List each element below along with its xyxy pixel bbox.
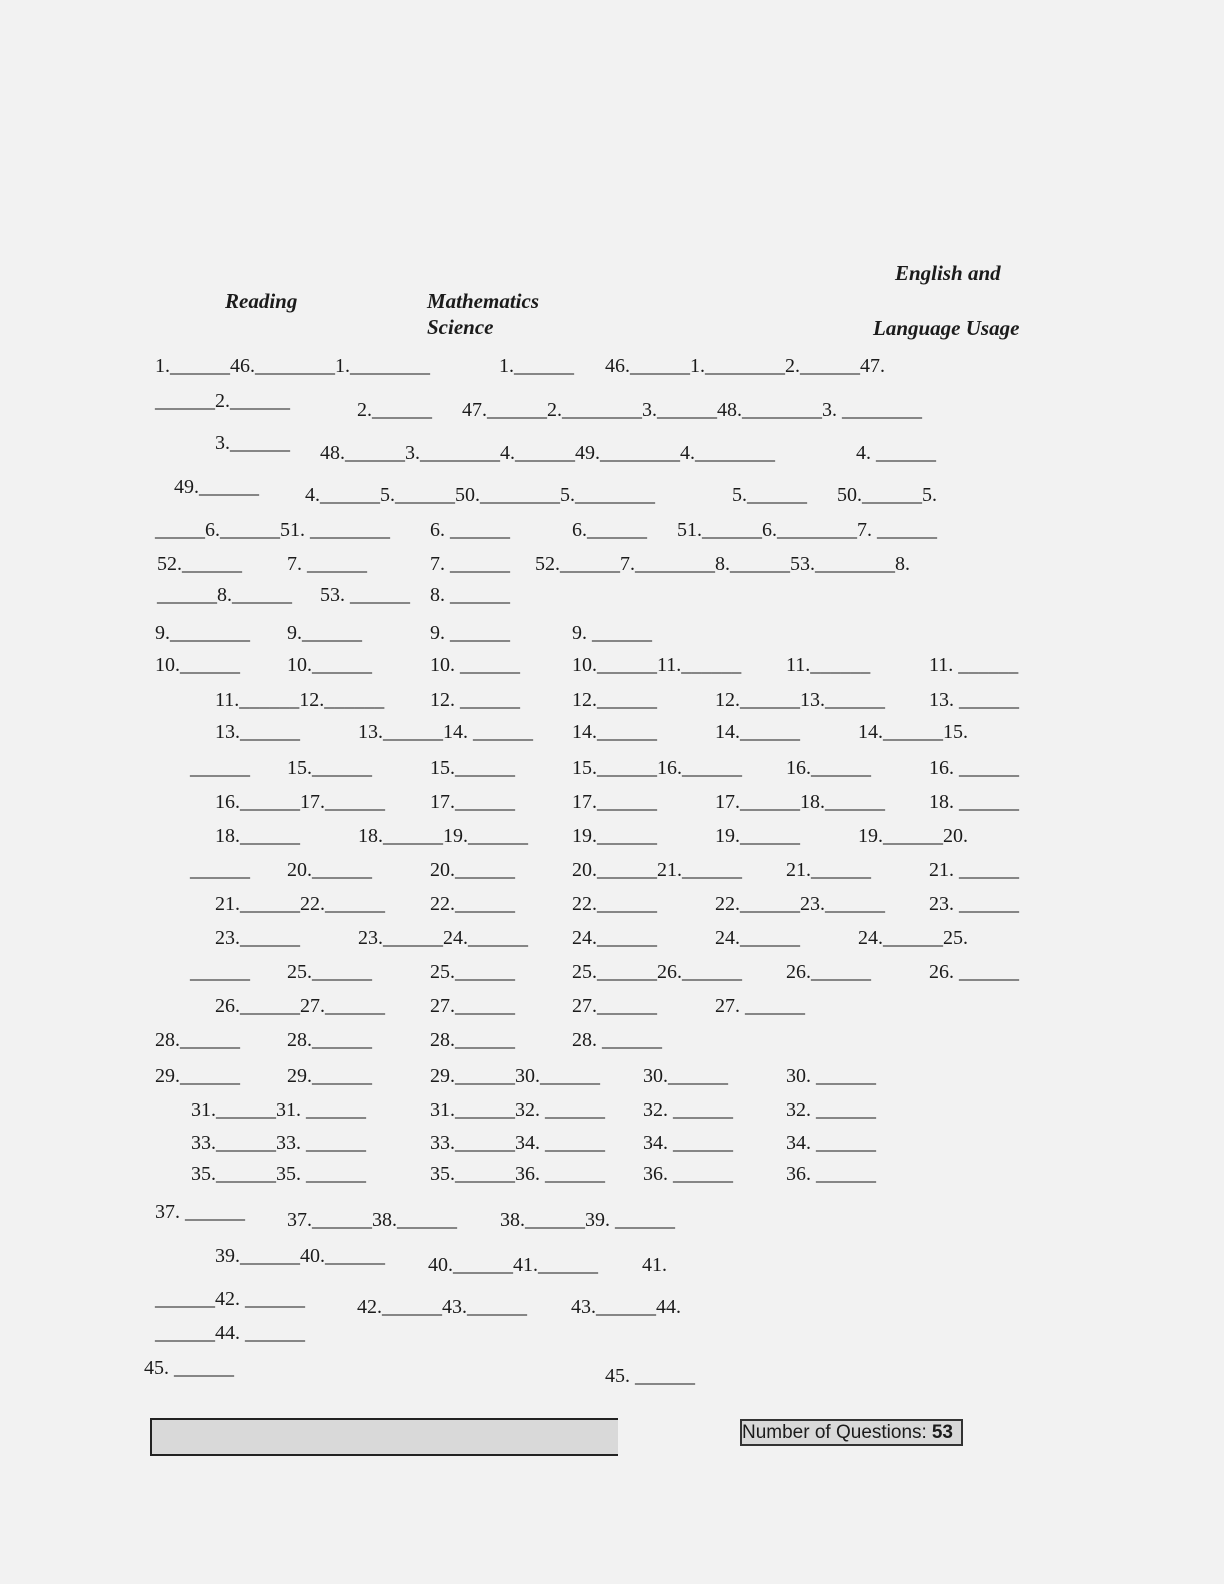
answer-line-fragment: 10. ______ <box>430 654 520 676</box>
answer-line-fragment: 16.______ <box>786 757 871 779</box>
answer-line-fragment: 12. ______ <box>430 689 520 711</box>
answer-line-fragment: 45. ______ <box>605 1365 695 1387</box>
answer-line-fragment: 18.______ <box>215 825 300 847</box>
answer-line-fragment: 1.______46.________1.________ <box>155 355 430 377</box>
answer-line-fragment: 15.______ <box>287 757 372 779</box>
reading-heading: Reading <box>225 289 298 313</box>
answer-line-fragment: 4.______5.______50.________5.________ <box>305 484 655 506</box>
answer-line-fragment: 27.______ <box>430 995 515 1017</box>
answer-line-fragment: ______44. ______ <box>155 1322 305 1344</box>
answer-line-fragment: 46.______1.________2.______47. <box>605 355 885 377</box>
answer-line-fragment: 22.______ <box>430 893 515 915</box>
answer-line-fragment: 5.______ <box>732 484 807 506</box>
answer-line-fragment: 32. ______ <box>643 1099 733 1121</box>
answer-line-fragment: 24.______ <box>572 927 657 949</box>
answer-line-fragment: 53. ______ <box>320 584 410 606</box>
answer-line-fragment: 32. ______ <box>786 1099 876 1121</box>
answer-line-fragment: 7. ______ <box>287 553 367 575</box>
answer-line-fragment: 10.______ <box>287 654 372 676</box>
answer-line-fragment: ______42. ______ <box>155 1288 305 1310</box>
answer-line-fragment: 9. ______ <box>430 622 510 644</box>
answer-line-fragment: 22.______23.______ <box>715 893 885 915</box>
answer-line-fragment: 13.______ <box>215 721 300 743</box>
answer-line-fragment: 21. ______ <box>929 859 1019 881</box>
answer-line-fragment: 50.______5. <box>837 484 937 506</box>
answer-line-fragment: 48.______3.________4.______49.________4.________ <box>320 442 775 464</box>
answer-line-fragment: 16.______17.______ <box>215 791 385 813</box>
answer-line-fragment: 36. ______ <box>786 1163 876 1185</box>
answer-line-fragment: 28.______ <box>155 1029 240 1051</box>
answer-line-fragment: 13. ______ <box>929 689 1019 711</box>
answer-line-fragment: 17.______ <box>572 791 657 813</box>
answer-line-fragment: 16. ______ <box>929 757 1019 779</box>
answer-line-fragment: 19.______ <box>572 825 657 847</box>
answer-line-fragment: 24.______ <box>715 927 800 949</box>
answer-line-fragment: 29.______ <box>287 1065 372 1087</box>
answer-line-fragment: 40.______41.______ <box>428 1254 598 1276</box>
science-heading: Science <box>427 315 494 339</box>
answer-line-fragment: 25.______26.______ <box>572 961 742 983</box>
answer-line-fragment: 6. ______ <box>430 519 510 541</box>
answer-line-fragment: 21.______22.______ <box>215 893 385 915</box>
answer-line-fragment: 27.______ <box>572 995 657 1017</box>
answer-line-fragment: 10.______ <box>155 654 240 676</box>
answer-line-fragment: 43.______44. <box>571 1296 681 1318</box>
answer-line-fragment: 26.______ <box>786 961 871 983</box>
answer-line-fragment: 17.______ <box>430 791 515 813</box>
answer-line-fragment: 35.______36. ______ <box>430 1163 605 1185</box>
answer-line-fragment: 38.______39. ______ <box>500 1209 675 1231</box>
answer-line-fragment: 11.______ <box>786 654 871 676</box>
answer-line-fragment: 11.______12.______ <box>215 689 385 711</box>
answer-line-fragment: 29.______30.______ <box>430 1065 600 1087</box>
answer-line-fragment: 28.______ <box>430 1029 515 1051</box>
answer-line-fragment: 49.______ <box>174 476 259 498</box>
question-count-value: 53 <box>931 1422 953 1443</box>
answer-line-fragment: 20.______ <box>287 859 372 881</box>
answer-line-fragment: 39.______40.______ <box>215 1245 385 1267</box>
answer-line-fragment: 4. ______ <box>856 442 936 464</box>
english-heading-line2: Language Usage <box>873 316 1020 340</box>
answer-line-fragment: 23. ______ <box>929 893 1019 915</box>
answer-line-fragment: _____6.______51. ________ <box>155 519 390 541</box>
answer-line-fragment: 6.______ <box>572 519 647 541</box>
answer-line-fragment: 33.______33. ______ <box>191 1132 366 1154</box>
answer-line-fragment: 27. ______ <box>715 995 805 1017</box>
answer-line-fragment: 34. ______ <box>786 1132 876 1154</box>
answer-line-fragment: 37.______38.______ <box>287 1209 457 1231</box>
answer-line-fragment: 15.______16.______ <box>572 757 742 779</box>
answer-line-fragment: 9. ______ <box>572 622 652 644</box>
answer-line-fragment: 26.______27.______ <box>215 995 385 1017</box>
answer-line-fragment: ______ <box>190 961 250 983</box>
answer-line-fragment: 19.______ <box>715 825 800 847</box>
answer-line-fragment: 30.______ <box>643 1065 728 1087</box>
answer-line-fragment: 23.______ <box>215 927 300 949</box>
answer-line-fragment: 47.______2.________3.______48.________3. ________ <box>462 399 922 421</box>
answer-line-fragment: 3.______ <box>215 432 290 454</box>
grey-footer-bar <box>150 1418 618 1456</box>
answer-line-fragment: 52.______ <box>157 553 242 575</box>
answer-line-fragment: 36. ______ <box>643 1163 733 1185</box>
answer-line-fragment: 10.______11.______ <box>572 654 742 676</box>
answer-line-fragment: 28.______ <box>287 1029 372 1051</box>
answer-line-fragment: 30. ______ <box>786 1065 876 1087</box>
answer-line-fragment: 41. <box>642 1254 667 1276</box>
question-count-label: Number of Questions: <box>742 1422 927 1443</box>
answer-line-fragment: 20.______ <box>430 859 515 881</box>
answer-line-fragment: ______8.______ <box>157 584 292 606</box>
answer-line-fragment: 1.______ <box>499 355 574 377</box>
answer-line-fragment: 2.______ <box>357 399 432 421</box>
english-heading-line1: English and <box>895 261 1001 285</box>
answer-line-fragment: 34. ______ <box>643 1132 733 1154</box>
answer-line-fragment: 25.______ <box>287 961 372 983</box>
answer-line-fragment: 7. ______ <box>430 553 510 575</box>
answer-line-fragment: 15.______ <box>430 757 515 779</box>
answer-line-fragment: 19.______20. <box>858 825 968 847</box>
answer-line-fragment: 24.______25. <box>858 927 968 949</box>
answer-line-fragment: 18.______19.______ <box>358 825 528 847</box>
answer-line-fragment: 9.______ <box>287 622 362 644</box>
answer-line-fragment: ______ <box>190 859 250 881</box>
answer-line-fragment: 42.______43.______ <box>357 1296 527 1318</box>
answer-line-fragment: 21.______ <box>786 859 871 881</box>
answer-line-fragment: 37. ______ <box>155 1201 245 1223</box>
answer-line-fragment: 14.______15. <box>858 721 968 743</box>
answer-line-fragment: 22.______ <box>572 893 657 915</box>
answer-line-fragment: 20.______21.______ <box>572 859 742 881</box>
answer-line-fragment: 18. ______ <box>929 791 1019 813</box>
answer-line-fragment: 52.______7.________8.______53.________8. <box>535 553 910 575</box>
answer-line-fragment: 26. ______ <box>929 961 1019 983</box>
question-count-box <box>740 1419 963 1446</box>
answer-line-fragment: 17.______18.______ <box>715 791 885 813</box>
answer-line-fragment: 14.______ <box>715 721 800 743</box>
answer-line-fragment: ______2.______ <box>155 390 290 412</box>
answer-line-fragment: 9.________ <box>155 622 250 644</box>
answer-line-fragment: 13.______14. ______ <box>358 721 533 743</box>
answer-line-fragment: 8. ______ <box>430 584 510 606</box>
answer-line-fragment: 45. ______ <box>144 1357 234 1379</box>
answer-line-fragment: 23.______24.______ <box>358 927 528 949</box>
answer-line-fragment: 51.______6.________7. ______ <box>677 519 937 541</box>
answer-line-fragment: 12.______13.______ <box>715 689 885 711</box>
answer-line-fragment: 35.______35. ______ <box>191 1163 366 1185</box>
answer-line-fragment: 12.______ <box>572 689 657 711</box>
answer-line-fragment: 28. ______ <box>572 1029 662 1051</box>
mathematics-heading: Mathematics <box>427 289 540 313</box>
answer-line-fragment: 25.______ <box>430 961 515 983</box>
answer-line-fragment: 31.______32. ______ <box>430 1099 605 1121</box>
answer-line-fragment: 11. ______ <box>929 654 1019 676</box>
answer-line-fragment: 31.______31. ______ <box>191 1099 366 1121</box>
answer-line-fragment: 33.______34. ______ <box>430 1132 605 1154</box>
answer-line-fragment: 29.______ <box>155 1065 240 1087</box>
answer-line-fragment: 14.______ <box>572 721 657 743</box>
answer-line-fragment: ______ <box>190 757 250 779</box>
